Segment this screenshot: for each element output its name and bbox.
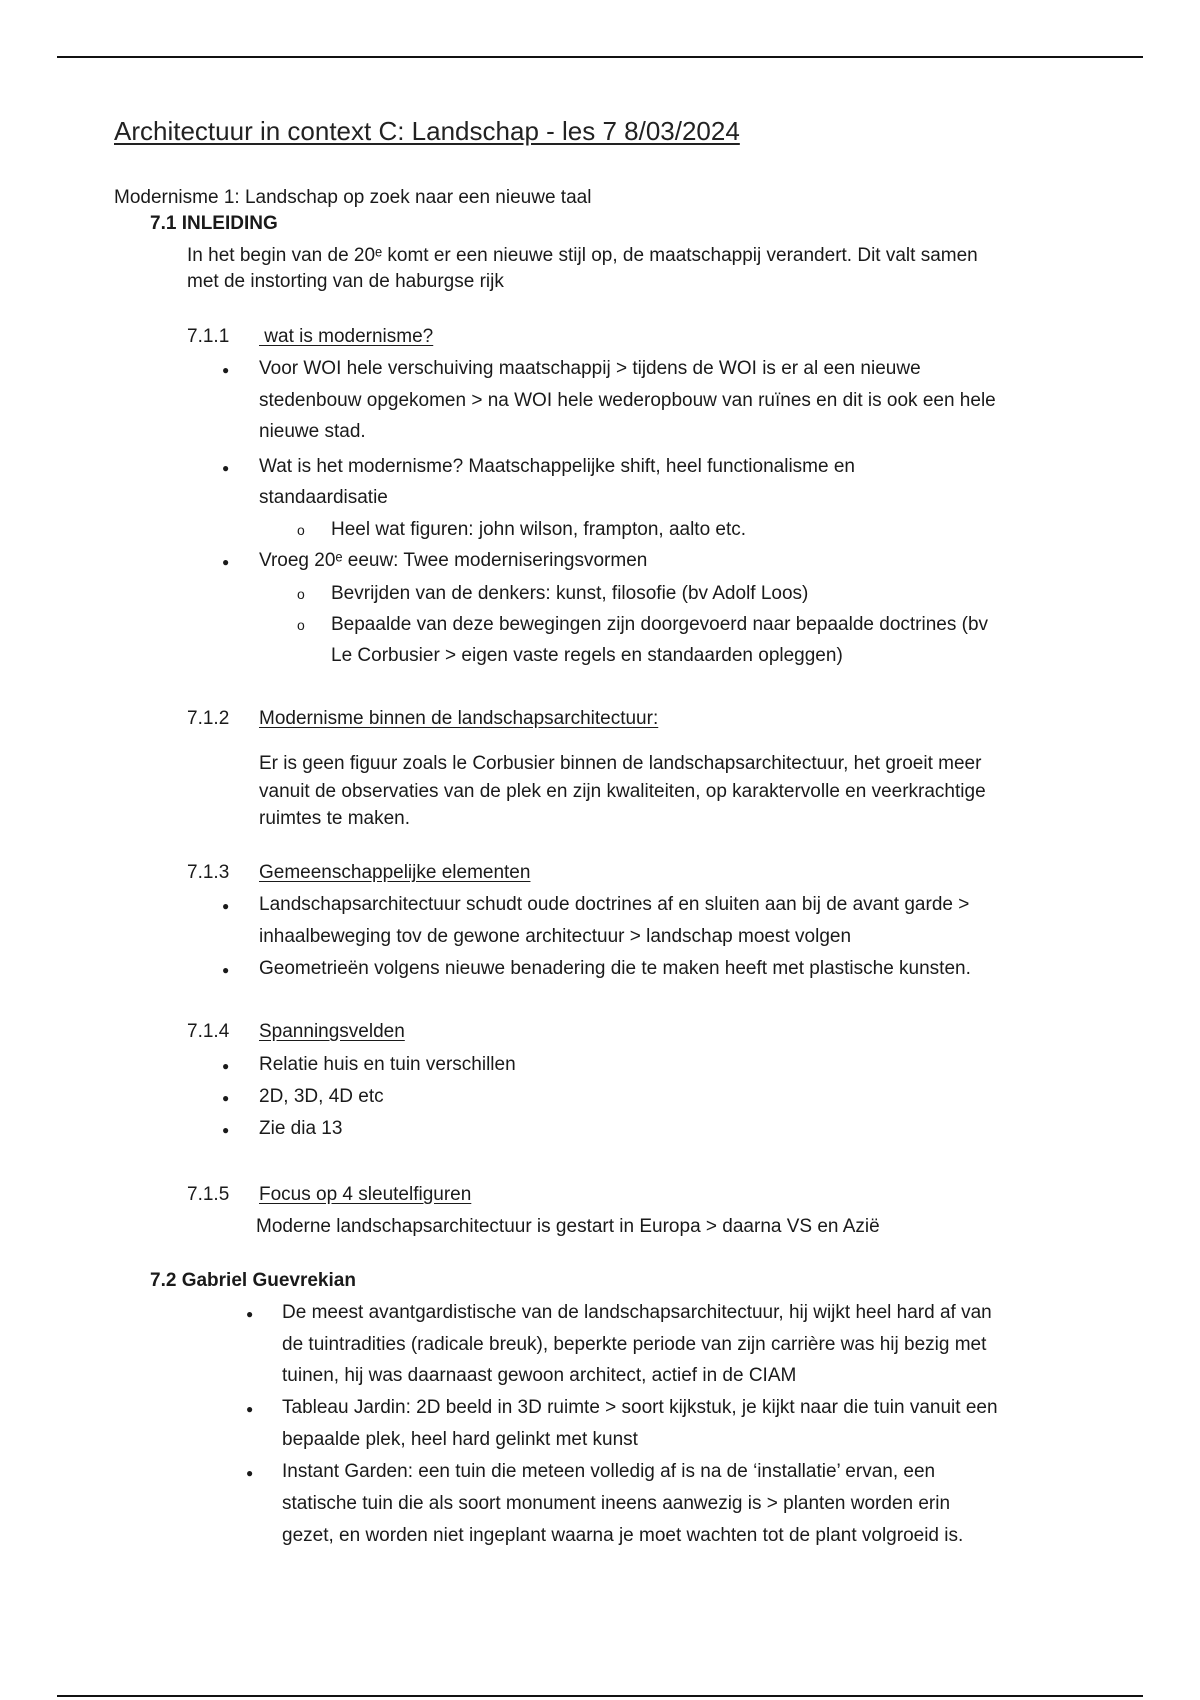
subsection-title-7-1-3: Gemeenschappelijke elementen — [259, 862, 531, 883]
bullet-icon: ● — [222, 555, 230, 569]
subsection-number-7-1-1: 7.1.1 — [187, 326, 230, 347]
subsection-number-7-1-2: 7.1.2 — [187, 708, 230, 729]
bullet-line: De meest avantgardistische van de landschapsarchitectuur, hij wijkt heel hard af van — [282, 1302, 992, 1323]
bullet-line: statische tuin die als soort monument ineens aanwezig is > planten worden erin — [282, 1493, 951, 1514]
bullet-icon: ● — [246, 1402, 254, 1416]
bullet-line: standaardisatie — [259, 487, 388, 508]
paragraph-line: Er is geen figuur zoals le Corbusier binnen de landschapsarchitectuur, het groeit meer — [259, 753, 982, 774]
bullet-line: de tuintradities (radicale breuk), beperkte periode van zijn carrière was hij bezig met — [282, 1334, 987, 1355]
bullet-line: Vroeg 20ᵉ eeuw: Twee moderniseringsvormen — [259, 550, 648, 571]
list-item: Zie dia 13 — [259, 1118, 343, 1139]
sub-bullet-line: Le Corbusier > eigen vaste regels en standaarden opleggen) — [331, 645, 843, 666]
bullet-icon: ● — [222, 461, 230, 475]
subsection-title-7-1-4: Spanningsvelden — [259, 1021, 405, 1042]
bullet-icon: ● — [246, 1307, 254, 1321]
subsection-title-7-1-1: wat is modernisme? — [259, 326, 434, 347]
subsection-number-7-1-5: 7.1.5 — [187, 1184, 230, 1205]
bullet-icon: ● — [222, 1091, 230, 1105]
intro-line-2: met de instorting van de haburgse rijk — [187, 271, 504, 292]
intro-line-1: In het begin van de 20ᵉ komt er een nieuwe stijl op, de maatschappij verandert. Dit valt samen — [187, 245, 978, 266]
page-title: Architectuur in context C: Landschap - les 7 8/03/2024 — [114, 116, 740, 146]
sub-bullet-icon: o — [297, 617, 305, 633]
bullet-line: gezet, en worden niet ingeplant waarna je moet wachten tot de plant volgroeid is. — [282, 1525, 964, 1546]
bullet-line: Landschapsarchitectuur schudt oude doctrines af en sluiten aan bij de avant garde > — [259, 894, 970, 915]
sub-bullet-icon: o — [297, 522, 305, 538]
bullet-line: nieuwe stad. — [259, 421, 366, 442]
bullet-icon: ● — [222, 363, 230, 377]
subsection-title-7-1-2: Modernisme binnen de landschapsarchitectuur: — [259, 708, 659, 729]
bullet-line: Wat is het modernisme? Maatschappelijke shift, heel functionalisme en — [259, 456, 855, 477]
paragraph-line: ruimtes te maken. — [259, 808, 410, 829]
list-item: Relatie huis en tuin verschillen — [259, 1054, 516, 1075]
bullet-icon: ● — [222, 1059, 230, 1073]
section-heading-7-2: 7.2 Gabriel Guevrekian — [150, 1270, 356, 1291]
bullet-line: Voor WOI hele verschuiving maatschappij > tijdens de WOI is er al een nieuwe — [259, 358, 921, 379]
bullet-icon: ● — [222, 899, 230, 913]
bullet-line: stedenbouw opgekomen > na WOI hele wederopbouw van ruïnes en dit is ook een hele — [259, 390, 996, 411]
bottom-rule — [57, 1695, 1143, 1697]
sub-bullet-line: Bevrijden van de denkers: kunst, filosofie (bv Adolf Loos) — [331, 583, 809, 604]
bullet-line: bepaalde plek, heel hard gelinkt met kunst — [282, 1429, 638, 1450]
bullet-line: tuinen, hij was daarnaast gewoon architect, actief in de CIAM — [282, 1365, 797, 1386]
subsection-number-7-1-3: 7.1.3 — [187, 862, 230, 883]
subsection-number-7-1-4: 7.1.4 — [187, 1021, 230, 1042]
bullet-line: Tableau Jardin: 2D beeld in 3D ruimte > soort kijkstuk, je kijkt naar die tuin vanuit een — [282, 1397, 998, 1418]
subsection-title-7-1-5: Focus op 4 sleutelfiguren — [259, 1184, 472, 1205]
bullet-line: Instant Garden: een tuin die meteen volledig af is na de ‘installatie’ ervan, een — [282, 1461, 936, 1482]
subtitle: Modernisme 1: Landschap op zoek naar een nieuwe taal — [114, 187, 592, 208]
bullet-icon: ● — [222, 963, 230, 977]
sub-bullet-line: Bepaalde van deze bewegingen zijn doorgevoerd naar bepaalde doctrines (bv — [331, 614, 989, 635]
sub-bullet-line: Heel wat figuren: john wilson, frampton, aalto etc. — [331, 519, 747, 540]
bullet-icon: ● — [246, 1466, 254, 1480]
bullet-icon: ● — [222, 1123, 230, 1137]
paragraph-line: vanuit de observaties van de plek en zijn kwaliteiten, op karaktervolle en veerkrachtige — [259, 781, 986, 802]
paragraph-line: Moderne landschapsarchitectuur is gestart in Europa > daarna VS en Azië — [256, 1216, 880, 1237]
sub-bullet-icon: o — [297, 586, 305, 602]
bullet-line: Geometrieën volgens nieuwe benadering die te maken heeft met plastische kunsten. — [259, 958, 971, 979]
section-heading-7-1: 7.1 INLEIDING — [150, 213, 278, 234]
bullet-line: inhaalbeweging tov de gewone architectuur > landschap moest volgen — [259, 926, 852, 947]
list-item: 2D, 3D, 4D etc — [259, 1086, 384, 1107]
